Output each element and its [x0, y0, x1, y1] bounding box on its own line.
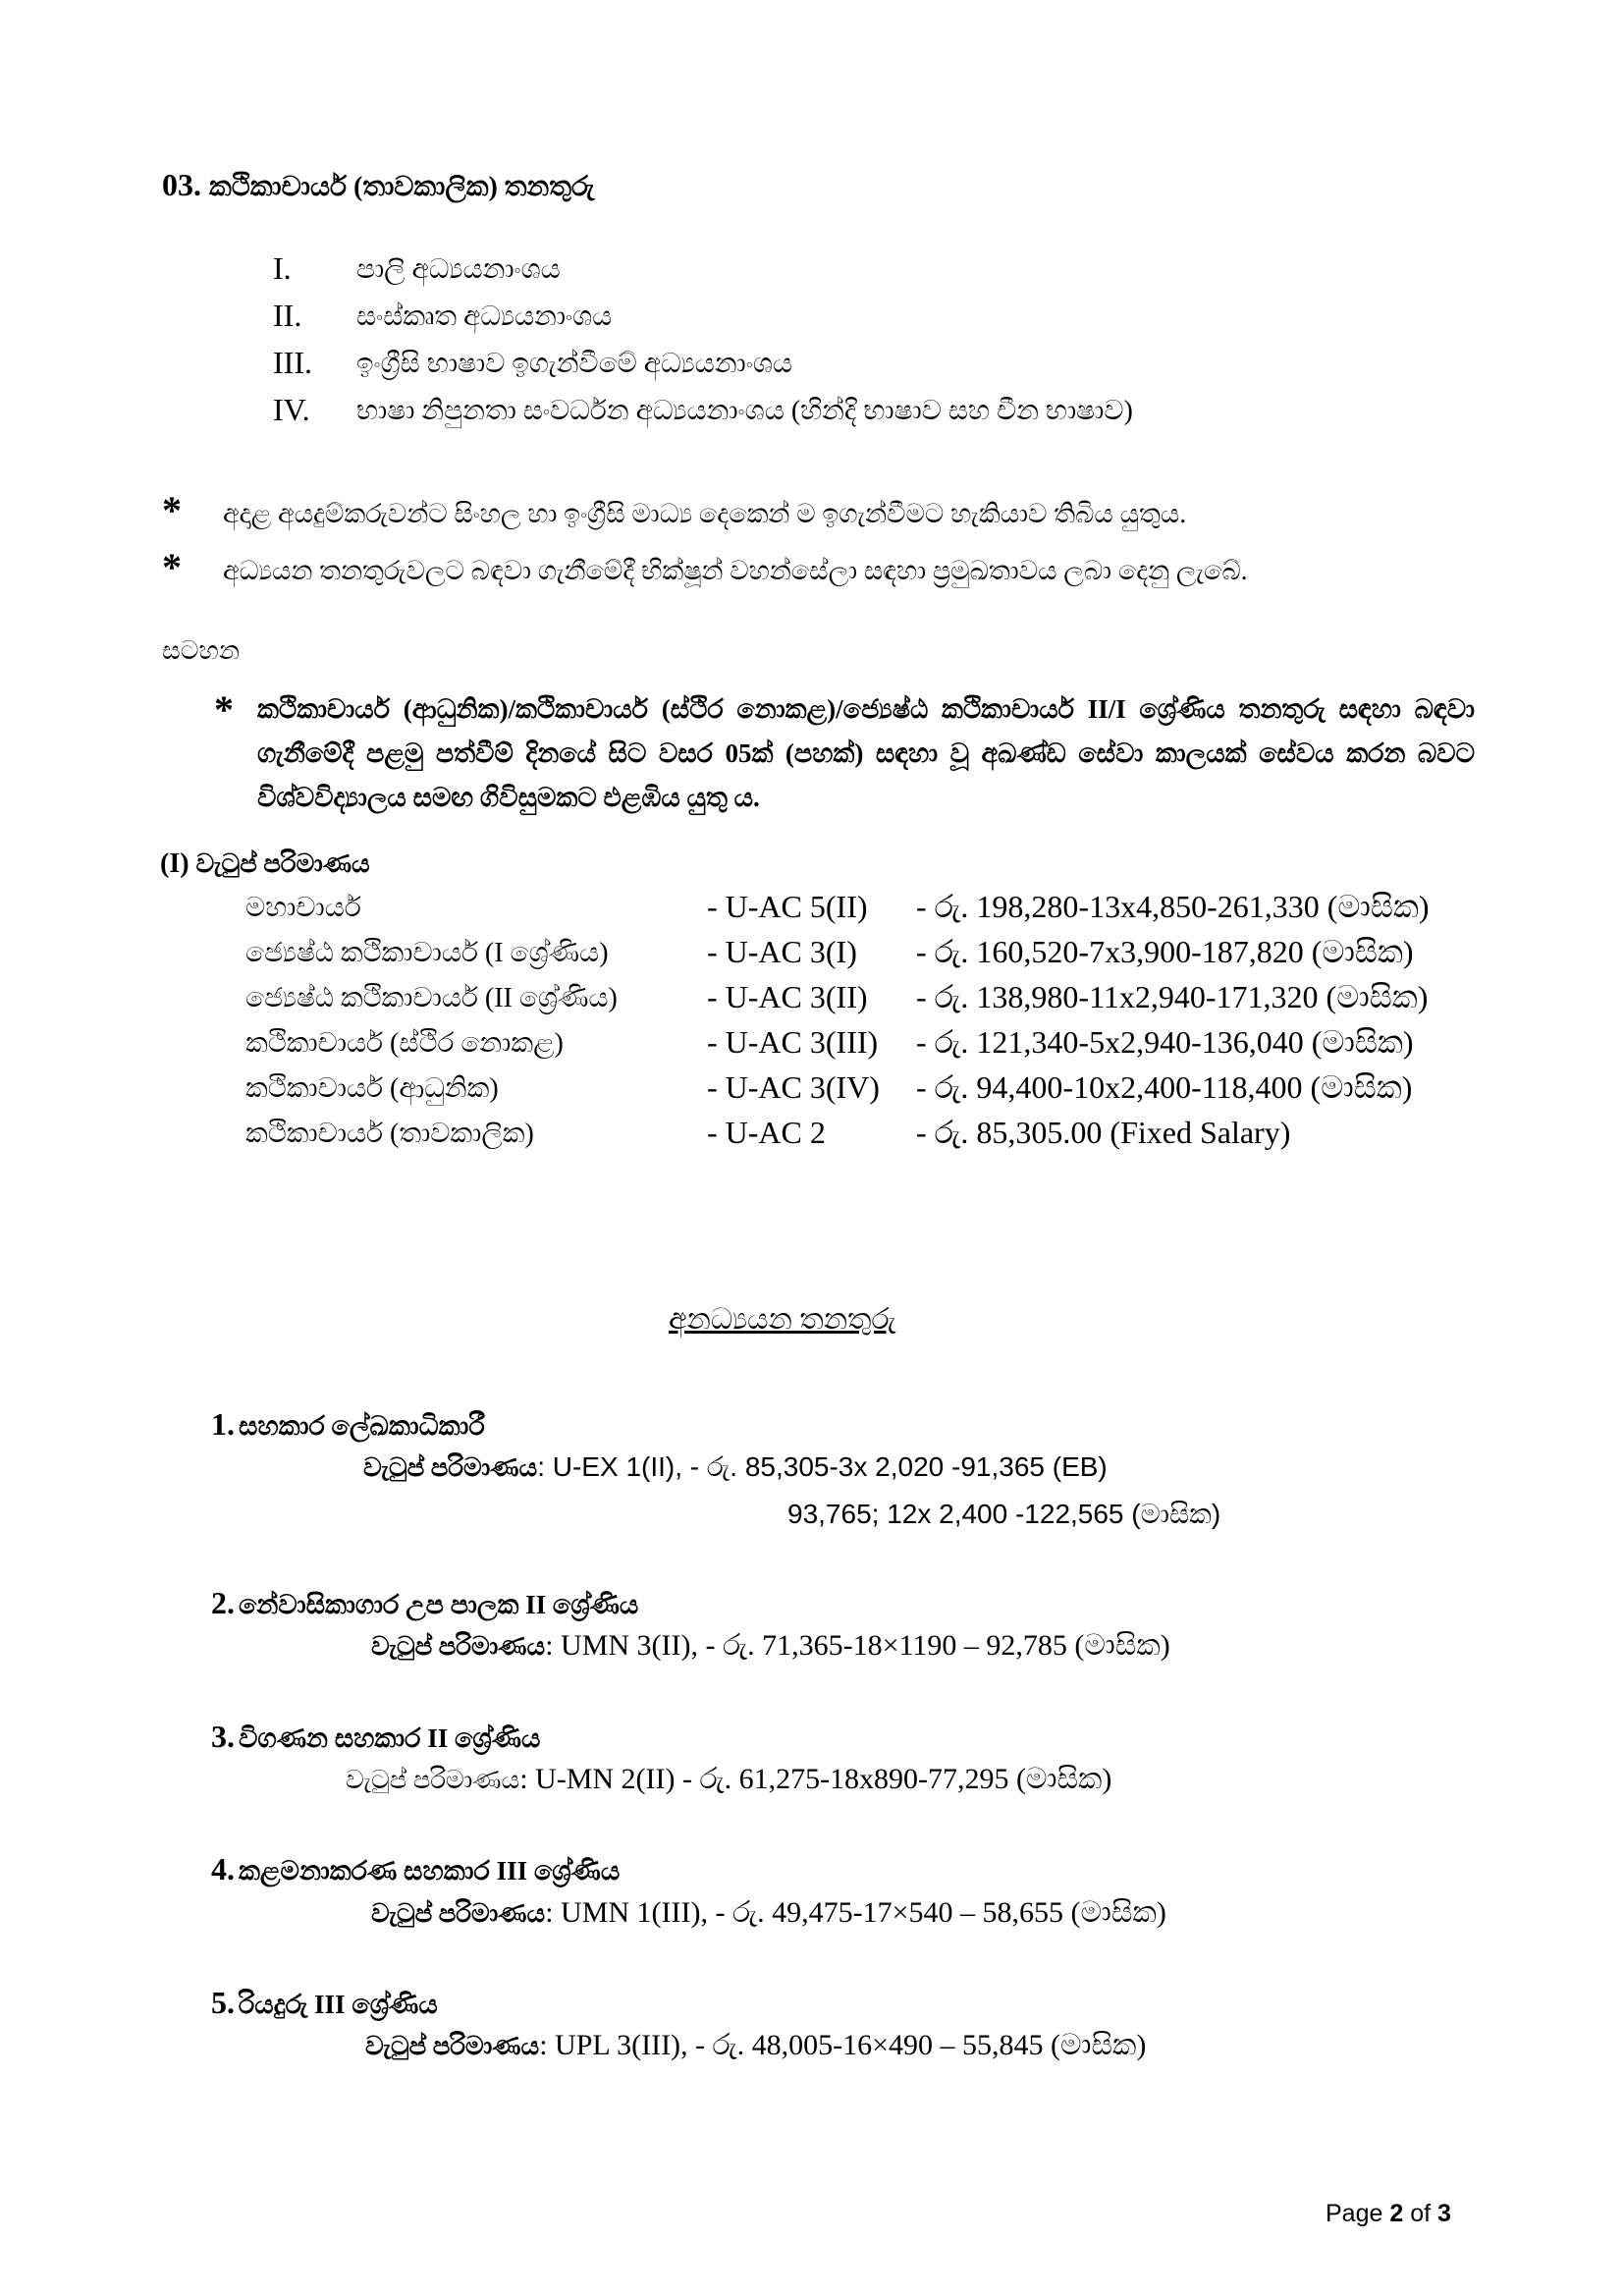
post-code: - U-AC 3(IV): [707, 1069, 880, 1105]
post-salary: [363, 1451, 1108, 1484]
salary-value: : UPL 3(III), - රු. 48,005-16×490 – 55,845 (මාසික): [539, 2029, 1147, 2061]
post-name: කථිකාචාර්ය (ආධුනික): [245, 1073, 499, 1104]
current-page: 2: [1389, 2200, 1404, 2227]
total-pages: 3: [1437, 2200, 1451, 2227]
post-number: 3.: [211, 1719, 235, 1754]
note-item: [162, 488, 1187, 532]
post-code: - U-AC 3(I): [707, 934, 857, 969]
salary-row: [0, 1115, 1624, 1158]
remark-heading: සටහන: [162, 636, 240, 665]
salary-row: [0, 934, 1624, 977]
post-title: කළමනාකරණ සහකාර III ශ්‍රේණිය: [239, 1856, 621, 1886]
department-item: [273, 392, 1133, 428]
post-scale: - රු. 85,305.00 (Fixed Salary): [916, 1115, 1291, 1150]
page-word: Page: [1326, 2200, 1383, 2227]
post-name: කථිකාචාර්ය (ස්ථිර නොකළ): [245, 1028, 564, 1059]
post-salary: [365, 2029, 1146, 2062]
salary-label: (I): [160, 848, 189, 879]
page-number: [1326, 2200, 1451, 2228]
salary-value: : UMN 1(III), - රු. 49,475-17×540 – 58,655 (මාසික): [545, 1896, 1166, 1929]
salary-value: : UMN 3(II), - රු. 71,365-18×1190 – 92,785 (මාසික): [545, 1629, 1170, 1662]
post-title: රියදුරු III ශ්‍රේණිය: [239, 1990, 438, 2019]
non-academic-heading: අනධ්‍යයන තනතුරු: [669, 1303, 896, 1336]
post-title: සහකාර ලේඛකාධිකාරී: [239, 1411, 485, 1441]
asterisk-mark: *: [162, 545, 182, 589]
department-numeral: II.: [273, 298, 302, 333]
post-title-row: [211, 1585, 638, 1621]
post-salary: [371, 1896, 1166, 1930]
post-scale: - රු. 94,400-10x2,400-118,400 (මාසික): [916, 1069, 1413, 1105]
salary-heading: [160, 848, 370, 880]
salary-row: [0, 1069, 1624, 1113]
post-name: කථිකාචාර්ය (තාවකාලික): [245, 1119, 534, 1149]
post-code: - U-AC 2: [707, 1115, 826, 1150]
of-word: of: [1410, 2200, 1432, 2227]
department-name: සංස්කෘත අධ්‍යයනාංශය: [356, 301, 613, 332]
post-number: 4.: [211, 1851, 235, 1886]
section-title: කථිකාචාර්ය (තාවකාලික) තනතුරු: [209, 172, 595, 202]
post-title: විගණන සහකාර II ශ්‍රේණිය: [239, 1723, 541, 1753]
department-name: භාෂා නිපුනතා සංවර්ධන අධ්‍යයනාංශය (හින්දි භාෂාව සහ චීන භාෂාව): [356, 396, 1133, 426]
post-scale: - රු. 198,280-13x4,850-261,330 (මාසික): [916, 889, 1430, 924]
department-name: ඉංග්‍රීසි භාෂාව ඉගැන්වීමේ අධ්‍යයනාංශය: [356, 349, 793, 379]
department-numeral: I.: [273, 250, 292, 286]
salary-row: [0, 979, 1624, 1022]
post-salary: [346, 1763, 1111, 1796]
post-scale: - රු. 138,980-11x2,940-171,320 (මාසික): [916, 979, 1429, 1014]
salary-heading-text: වැටුප් පරිමාණය: [195, 849, 370, 878]
post-code: - U-AC 5(II): [707, 889, 868, 924]
salary-value-cont: 93,765; 12x 2,400 -122,565 (මාසික): [787, 1499, 1221, 1529]
post-title: නේවාසිකාගාර උප පාලක II ශ්‍රේණිය: [239, 1590, 639, 1619]
post-title-row: [211, 1406, 485, 1443]
post-scale: - රු. 160,520-7x3,900-187,820 (මාසික): [916, 934, 1414, 969]
department-item: [273, 250, 561, 287]
post-title-row: [211, 1851, 620, 1887]
department-item: [273, 298, 613, 334]
post-title-row: [211, 1985, 438, 2021]
department-numeral: IV.: [273, 392, 310, 427]
salary-label: වැටුප් පරිමාණය: [365, 2032, 540, 2060]
salary-value: : U-EX 1(II), - රු. 85,305-3x 2,020 -91,365 (EB): [537, 1451, 1108, 1482]
post-name: ජ්‍යෙෂ්ඨ කථිකාචාර්ය (II ශ්‍රේණිය): [245, 983, 618, 1013]
asterisk-mark: *: [214, 687, 234, 732]
department-numeral: III.: [273, 345, 312, 380]
salary-row: [0, 889, 1624, 932]
note-text: අධ්‍යයන තනතුරුවලට බඳවා ගැනීමේදී භික්ෂූන් වහන්සේලා සඳහා ප්‍රමුඛතාවය ලබා දෙනු ලැබේ.: [223, 556, 1248, 585]
salary-value: : U-MN 2(II) - රු. 61,275-18x890-77,295 (මාසික): [519, 1763, 1112, 1795]
remark-text: කථිකාචාර්ය (ආධුනික)/කථිකාචාර්ය (ස්ථිර නොකළ)/ජ්‍යෙෂ්ඨ කථිකාචාර්ය II/I ශ්‍රේණිය තනතුරු සඳහා බඳවා ගැනීමේදී පළමු පත්වීම් දිනයේ සිට වසර 05ක් (පහක්) සඳහා වූ අඛණ්ඩ සේවා කාලයක් සේවය කරන බවට විශ්වවිද්‍යාලය සමඟ ගිවිසුමකට එළඹිය යුතු ය.: [257, 694, 1475, 812]
salary-label: වැටුප් පරිමාණය: [346, 1766, 520, 1794]
salary-label: වැටුප් පරිමාණය: [371, 1632, 546, 1661]
salary-label: වැටුප් පරිමාණය: [371, 1899, 546, 1928]
post-name: ජ්‍යෙෂ්ඨ කථිකාචාර්ය (I ශ්‍රේණිය): [245, 938, 609, 968]
post-name: මහාචාර්ය: [245, 893, 361, 923]
department-item: [273, 345, 793, 381]
post-scale: - රු. 121,340-5x2,940-136,040 (මාසික): [916, 1024, 1414, 1060]
salary-label: වැටුප් පරිමාණය: [363, 1453, 538, 1482]
salary-row: [0, 1024, 1624, 1067]
department-name: පාලි අධ්‍යයනාංශය: [356, 254, 561, 285]
section-number: 03.: [162, 167, 201, 202]
post-number: 2.: [211, 1585, 235, 1620]
post-salary: [371, 1629, 1170, 1663]
post-title-row: [211, 1719, 540, 1755]
section-heading: [162, 167, 594, 203]
post-number: 1.: [211, 1406, 235, 1442]
note-item: [162, 545, 1248, 589]
post-number: 5.: [211, 1985, 235, 2020]
post-code: - U-AC 3(III): [707, 1024, 879, 1060]
post-code: - U-AC 3(II): [707, 979, 868, 1014]
asterisk-mark: *: [162, 488, 182, 532]
note-text: අදාළ අයදුම්කරුවන්ට සිංහල හා ඉංග්‍රීසි මාධ්‍ය දෙකෙන් ම ඉගැන්වීමට හැකියාව තිබිය යුතුය.: [223, 499, 1187, 528]
